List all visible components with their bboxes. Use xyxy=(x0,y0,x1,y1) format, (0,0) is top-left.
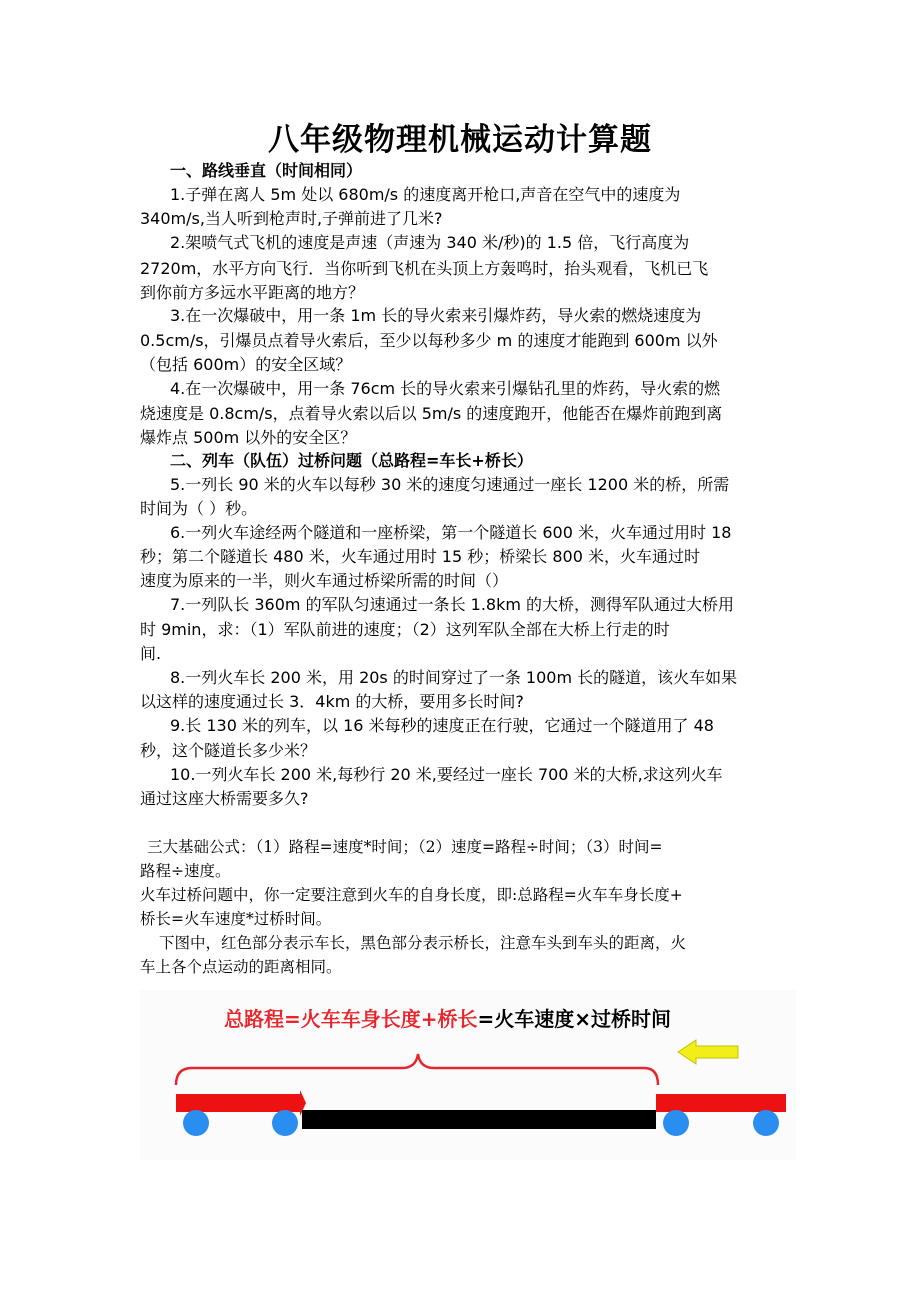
body-line: 2720m，水平方向飞行．当你听到飞机在头顶上方轰鸣时，抬头观看，飞机已飞 xyxy=(140,259,709,278)
body-line: 时 9min，求：（1）军队前进的速度；（2）这列军队全部在大桥上行走的时 xyxy=(140,620,670,639)
section-heading: 二、列车（队伍）过桥问题（总路程=车长+桥长） xyxy=(170,451,533,470)
direction-arrow-icon xyxy=(678,1040,738,1064)
body-line: 烧速度是 0.8cm/s，点着导火索以后以 5m/s 的速度跑开，他能否在爆炸前跑到离 xyxy=(140,404,723,423)
total-distance-brace xyxy=(176,1054,658,1085)
body-line: 1.子弹在离人 5m 处以 680m/s 的速度离开枪口,声音在空气中的速度为 xyxy=(170,185,681,204)
body-line: 火车过桥问题中，你一定要注意到火车的自身长度，即:总路程=火车车身长度+ xyxy=(140,886,683,904)
body-line: 6.一列火车途经两个隧道和一座桥梁，第一个隧道长 600 米，火车通过用时 18 xyxy=(170,523,732,542)
wheel-icon xyxy=(753,1110,779,1136)
wheel-icon xyxy=(272,1110,298,1136)
train-bridge-diagram xyxy=(140,990,796,1160)
body-line: 以这样的速度通过长 3．4km 的大桥，要用多长时间? xyxy=(140,692,524,711)
body-line: （包括 600m）的安全区域？ xyxy=(140,355,352,374)
section-heading: 一、路线垂直（时间相同） xyxy=(170,161,363,180)
body-line: 4.在一次爆破中，用一条 76cm 长的导火索来引爆钻孔里的炸药，导火索的燃 xyxy=(170,379,721,398)
body-line: 到你前方多远水平距离的地方？ xyxy=(140,283,365,302)
train-car-end xyxy=(656,1094,786,1112)
body-line: 3.在一次爆破中，用一条 1m 长的导火索来引爆炸药，导火索的燃烧速度为 xyxy=(170,306,702,325)
figure-formula-label xyxy=(224,1007,671,1031)
wheel-icon xyxy=(663,1110,689,1136)
body-line: 8.一列火车长 200 米，用 20s 的时间穿过了一条 100m 长的隧道，该火车如果 xyxy=(170,668,738,687)
body-line: 10.一列火车长 200 米,每秒行 20 米,要经过一座长 700 米的大桥,求这列火车 xyxy=(170,765,723,784)
body-line: 5.一列长 90 米的火车以每秒 30 米的速度匀速通过一座长 1200 米的桥，所需 xyxy=(170,475,730,494)
body-line: 0.5cm/s，引爆员点着导火索后，至少以每秒多少 m 的速度才能跑到 600m 以外 xyxy=(140,331,718,350)
body-line: 秒；第二个隧道长 480 米，火车通过用时 15 秒；桥梁长 800 米，火车通过时 xyxy=(140,547,700,566)
figure-formula-red-text: 总路程=火车车身长度+桥长 xyxy=(224,1007,478,1031)
bridge-segment xyxy=(302,1110,656,1129)
body-line: 桥长=火车速度*过桥时间。 xyxy=(140,910,332,928)
body-line: 爆炸点 500m 以外的安全区？ xyxy=(140,428,357,447)
wheel-icon xyxy=(183,1110,209,1136)
body-line: 通过这座大桥需要多久? xyxy=(140,789,309,808)
train-car-start xyxy=(176,1094,300,1112)
body-line: 7.一列队长 360m 的军队匀速通过一条长 1.8km 的大桥，测得军队通过大桥用 xyxy=(170,595,735,614)
page-title: 八年级物理机械运动计算题 xyxy=(268,122,652,158)
body-line: 时间为（ ）秒。 xyxy=(140,499,258,518)
body-line: 2.架喷气式飞机的速度是声速（声速为 340 米/秒)的 1.5 倍，飞行高度为 xyxy=(170,233,690,252)
figure-formula-black-text: =火车速度×过桥时间 xyxy=(477,1007,672,1031)
body-line: 9.长 130 米的列车，以 16 米每秒的速度正在行驶，它通过一个隧道用了 48 xyxy=(170,716,714,735)
body-line: 三大基础公式：（1）路程=速度*时间；（2）速度=路程÷时间；（3）时间= xyxy=(147,838,663,856)
body-line: 秒，这个隧道长多少米？ xyxy=(140,741,317,760)
train-bridge-figure xyxy=(140,990,796,1160)
body-line: 速度为原来的一半，则火车通过桥梁所需的时间（） xyxy=(140,571,509,590)
body-line: 车上各个点运动的距离相同。 xyxy=(140,958,342,976)
body-line: 路程÷速度。 xyxy=(140,862,231,880)
body-line: 下图中，红色部分表示车长，黑色部分表示桥长，注意车头到车头的距离，火 xyxy=(159,934,687,952)
body-line: 间. xyxy=(140,644,162,663)
body-line: 340m/s,当人听到枪声时,子弹前进了几米? xyxy=(140,209,443,228)
